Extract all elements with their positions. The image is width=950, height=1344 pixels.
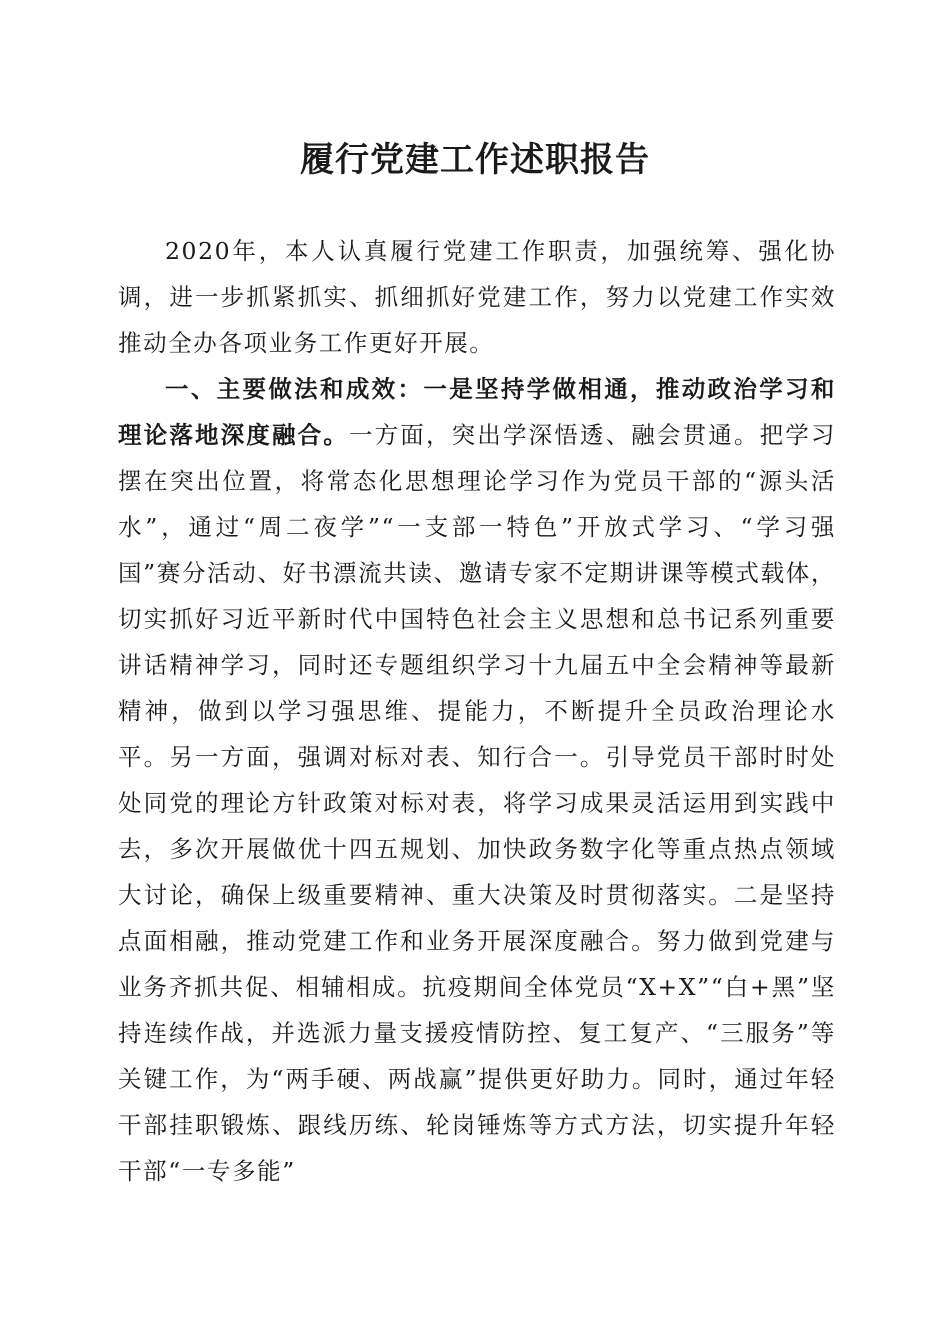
section-body: 一方面，突出学深悟透、融会贯通。把学习摆在突出位置，将常态化思想理论学习作为党员干部的“源头活水”，通过“周二夜学”“一支部一特色”开放式学习、“学习强国”赛分活动、好书漂流共读、邀请专家不定期讲课等模式载体，切实抓好习近平新时代中国特色社会主义思想和总书记系列重要讲话精神学习，同时还专题组织学习十九届五中全会精神等最新精神，做到以学习强思维、提能力，不断提升全员政治理论水平。另一方面，强调对标对表、知行合一。引导党员干部时时处处同党的理论方针政策对标对表，将学习成果灵活运用到实践中去，多次开展做优十四五规划、加快政务数字化等重点热点领域大讨论，确保上级重要精神、重大决策及时贯彻落实。二是坚持点面相融，推动党建工作和业务开展深度融合。努力做到党建与业务齐抓共促、相辅相成。抗疫期间全体党员“X+X”“白+黑”坚持连续作战，并选派力量支援疫情防控、复工复产、“三服务”等关键工作，为“两手硬、两战赢”提供更好助力。同时，通过年轻干部挂职锻炼、跟线历练、轮岗锤炼等方式方法，切实提升年轻干部“一专多能” <box>118 421 836 1185</box>
section-paragraph <box>118 366 836 1194</box>
section-heading: 一、主要做法和成效：一是坚持学做相通，推动政治学习和理论落地深度融合。 <box>118 375 836 449</box>
intro-paragraph: 2020年，本人认真履行党建工作职责，加强统筹、强化协调，进一步抓紧抓实、抓细抓好党建工作，努力以党建工作实效推动全办各项业务工作更好开展。 <box>118 237 836 357</box>
document-body <box>118 228 836 1194</box>
document-title: 履行党建工作述职报告 <box>300 140 650 180</box>
